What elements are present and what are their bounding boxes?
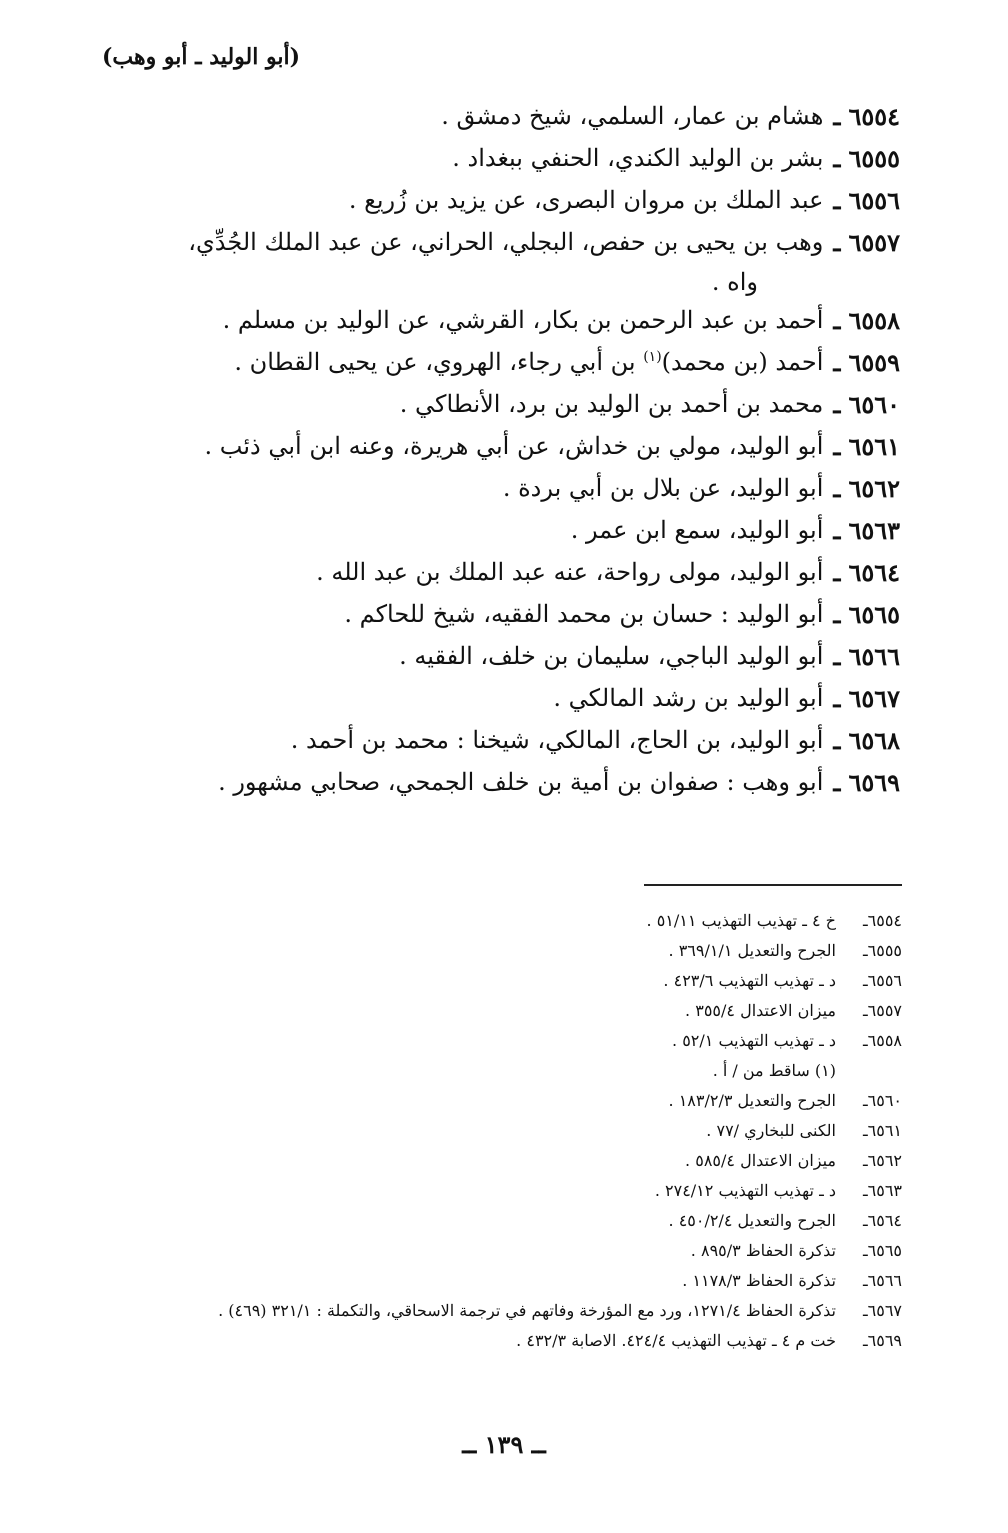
entry-dash: ـ bbox=[833, 558, 841, 587]
list-item bbox=[100, 426, 900, 468]
entry-number: ٦٥٥٥ bbox=[848, 144, 900, 173]
entry-continuation: واه . bbox=[711, 268, 758, 296]
footnote-text: الجرح والتعديل ٤٥٠/٢/٤ . bbox=[668, 1211, 836, 1230]
entry-number: ٦٥٦٦ bbox=[848, 642, 900, 671]
entry-text: أبو الوليد : حسان بن محمد الفقيه، شيخ للحاكم . bbox=[344, 600, 824, 628]
entry-text: أبو الوليد الباجي، سليمان بن خلف، الفقيه . bbox=[399, 642, 824, 670]
entry-text bbox=[100, 342, 823, 382]
entry-dash: ـ bbox=[833, 348, 841, 377]
footnote-row bbox=[102, 1056, 902, 1086]
footnote-number: ٦٥٦٢ـ bbox=[862, 1151, 902, 1170]
footnote-row bbox=[102, 1116, 902, 1146]
entry-text-after: بن أبي رجاء، الهروي، عن يحيى القطان . bbox=[234, 348, 644, 376]
entry-text: أبو وهب : صفوان بن أمية بن خلف الجمحي، صحابي مشهور . bbox=[218, 768, 824, 796]
list-item bbox=[100, 342, 900, 384]
footnote-number: ٦٥٥٨ـ bbox=[862, 1031, 902, 1050]
entry-text: هشام بن عمار، السلمي، شيخ دمشق . bbox=[441, 102, 824, 130]
list-item bbox=[100, 594, 900, 636]
entry-dash: ـ bbox=[833, 306, 841, 335]
list-item bbox=[100, 468, 900, 510]
entry-text: عبد الملك بن مروان البصرى، عن يزيد بن زُريع . bbox=[348, 186, 824, 214]
entry-dash: ـ bbox=[833, 390, 841, 419]
footnote-number: ٦٥٥٥ـ bbox=[862, 941, 902, 960]
entry-dash: ـ bbox=[833, 228, 841, 257]
entry-number: ٦٥٥٩ bbox=[848, 348, 900, 377]
entry-dash: ـ bbox=[833, 684, 841, 713]
entry-dash: ـ bbox=[833, 516, 841, 545]
footnote-text: الجرح والتعديل ١٨٣/٢/٣ . bbox=[668, 1091, 836, 1110]
entry-text-before: أحمد (بن محمد) bbox=[661, 348, 824, 376]
entry-number: ٦٥٦٧ bbox=[848, 684, 900, 713]
entry-text: محمد بن أحمد بن الوليد بن برد، الأنطاكي . bbox=[399, 390, 824, 418]
list-item bbox=[100, 636, 900, 678]
footnote-text: تذكرة الحفاظ ١٢٧١/٤، ورد مع المؤرخة وفاتهم في ترجمة الاسحاقي، والتكملة : ٣٢١/١ (٤٦٩) . bbox=[218, 1301, 836, 1320]
footnote-number: ٦٥٦٤ـ bbox=[862, 1211, 902, 1230]
entry-number: ٦٥٦٢ bbox=[848, 474, 900, 503]
entry-number: ٦٥٦٠ bbox=[848, 390, 900, 419]
page-number: ــ ١٣٩ ــ bbox=[462, 1430, 546, 1459]
footnote-row bbox=[102, 1086, 902, 1116]
list-item bbox=[100, 678, 900, 720]
list-item bbox=[100, 138, 900, 180]
footnote-text: خت م ٤ ـ تهذيب التهذيب ٤٢٤/٤. الاصابة ٤٣٢/٣ . bbox=[516, 1331, 836, 1350]
footnote-row bbox=[102, 936, 902, 966]
entry-number: ٦٥٥٧ bbox=[848, 228, 900, 257]
entry-text: وهب بن يحيى بن حفص، البجلي، الحراني، عن عبد الملك الجُدِّي، bbox=[188, 228, 824, 256]
footnote-separator bbox=[644, 884, 902, 886]
footnote-row bbox=[102, 1176, 902, 1206]
footnote-number: ٦٥٥٧ـ bbox=[862, 1001, 902, 1020]
footnote-number: ٦٥٦٧ـ bbox=[862, 1301, 902, 1320]
list-item bbox=[100, 96, 900, 138]
list-item bbox=[100, 552, 900, 594]
footnote-text: د ـ تهذيب التهذيب ٢٧٤/١٢ . bbox=[654, 1181, 836, 1200]
footnote-row bbox=[102, 996, 902, 1026]
entry-dash: ـ bbox=[833, 186, 841, 215]
entry-dash: ـ bbox=[833, 642, 841, 671]
footnote-text: د ـ تهذيب التهذيب ٤٢٣/٦ . bbox=[663, 971, 836, 990]
entry-dash: ـ bbox=[833, 768, 841, 797]
footnote-number: ٦٥٦١ـ bbox=[862, 1121, 902, 1140]
entry-text: أبو الوليد بن رشد المالكي . bbox=[553, 684, 824, 712]
footnote-text: الكنى للبخاري /٧٧ . bbox=[706, 1121, 836, 1140]
footnote-text: ميزان الاعتدال ٣٥٥/٤ . bbox=[685, 1001, 836, 1020]
entry-text: أبو الوليد، بن الحاج، المالكي، شيخنا : محمد بن أحمد . bbox=[290, 726, 824, 754]
footnote-number: ٦٥٥٦ـ bbox=[862, 971, 902, 990]
footnote-text: الجرح والتعديل ٣٦٩/١/١ . bbox=[668, 941, 836, 960]
footnote-text: ميزان الاعتدال ٥٨٥/٤ . bbox=[685, 1151, 836, 1170]
entry-number: ٦٥٦٣ bbox=[848, 516, 900, 545]
footnote-text: (١) ساقط من / أ . bbox=[712, 1061, 836, 1080]
footnote-row bbox=[102, 966, 902, 996]
footnotes-list bbox=[102, 906, 902, 1356]
list-item bbox=[100, 510, 900, 552]
footnote-number: ٦٥٥٤ـ bbox=[862, 911, 902, 930]
entry-number: ٦٥٦٤ bbox=[848, 558, 900, 587]
footnote-row bbox=[102, 1026, 902, 1056]
list-item bbox=[100, 762, 900, 804]
entry-number: ٦٥٥٦ bbox=[848, 186, 900, 215]
list-item bbox=[100, 384, 900, 426]
entry-number: ٦٥٦١ bbox=[848, 432, 900, 461]
running-head: (أبو الوليد ـ أبو وهب) bbox=[102, 44, 300, 70]
entry-dash: ـ bbox=[833, 474, 841, 503]
entry-text: أبو الوليد، مولى رواحة، عنه عبد الملك بن عبد الله . bbox=[316, 558, 824, 586]
list-item bbox=[100, 300, 900, 342]
footnote-row bbox=[102, 1326, 902, 1356]
footnote-text: تذكرة الحفاظ ٨٩٥/٣ . bbox=[690, 1241, 836, 1260]
entry-text: أبو الوليد، سمع ابن عمر . bbox=[570, 516, 824, 544]
footnote-row bbox=[102, 1266, 902, 1296]
footnote-number: ٦٥٦٣ـ bbox=[862, 1181, 902, 1200]
footnote-row bbox=[102, 1146, 902, 1176]
entry-dash: ـ bbox=[833, 726, 841, 755]
footnote-row bbox=[102, 1296, 902, 1326]
entry-number: ٦٥٥٨ bbox=[848, 306, 900, 335]
entry-number: ٦٥٦٩ bbox=[848, 768, 900, 797]
footnote-number: ٦٥٦٥ـ bbox=[862, 1241, 902, 1260]
footnote-number: ٦٥٦٦ـ bbox=[862, 1271, 902, 1290]
footnote-text: خ ٤ ـ تهذيب التهذيب ٥١/١١ . bbox=[646, 911, 836, 930]
footnote-number bbox=[836, 1056, 902, 1086]
list-item bbox=[100, 180, 900, 222]
footnote-number: ٦٥٦٠ـ bbox=[862, 1091, 902, 1110]
footnote-row bbox=[102, 1206, 902, 1236]
entry-dash: ـ bbox=[833, 432, 841, 461]
entry-number: ٦٥٦٨ bbox=[848, 726, 900, 755]
footnote-row bbox=[102, 1236, 902, 1266]
entry-text: بشر بن الوليد الكندي، الحنفي ببغداد . bbox=[452, 144, 824, 172]
entry-dash: ـ bbox=[833, 102, 841, 131]
footnote-text: تذكرة الحفاظ ١١٧٨/٣ . bbox=[682, 1271, 836, 1290]
entry-text: أحمد بن عبد الرحمن بن بكار، القرشي، عن الوليد بن مسلم . bbox=[222, 306, 824, 334]
entries-list bbox=[100, 96, 900, 804]
list-item bbox=[100, 720, 900, 762]
entry-dash: ـ bbox=[833, 600, 841, 629]
entry-number: ٦٥٦٥ bbox=[848, 600, 900, 629]
entry-text: أبو الوليد، مولي بن خداش، عن أبي هريرة، وعنه ابن أبي ذئب . bbox=[204, 432, 824, 460]
footnote-number: ٦٥٦٩ـ bbox=[862, 1331, 902, 1350]
list-item bbox=[100, 222, 900, 264]
entry-text: أبو الوليد، عن بلال بن أبي بردة . bbox=[502, 474, 824, 502]
footnote-text: د ـ تهذيب التهذيب ٥٢/١ . bbox=[672, 1031, 836, 1050]
footnote-row bbox=[102, 906, 902, 936]
entry-number: ٦٥٥٤ bbox=[848, 102, 900, 131]
footnote-reference[interactable]: (١) bbox=[643, 349, 662, 365]
entry-dash: ـ bbox=[833, 144, 841, 173]
